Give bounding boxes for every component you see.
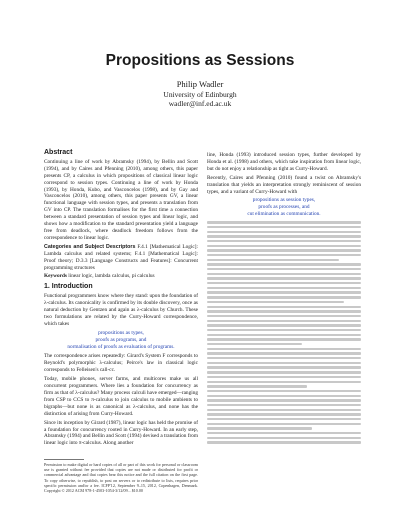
paper-title: Propositions as Sessions (105, 52, 295, 69)
placeholder-text-line (207, 366, 361, 368)
placeholder-text-line (207, 376, 361, 378)
intro-heading: 1. Introduction (44, 283, 93, 291)
placeholder-text-line (207, 310, 361, 312)
placeholder-text-line (207, 395, 361, 397)
right-list (207, 197, 361, 218)
abstract-text: Continuing a line of work by Abramsky (1994), by Bellin and Scott (1994), and by Caires and Pfenning (2010), among others, this paper presents CP, a calculus in which propositions of classical linear logic correspond to session types. Continuing a line of work by Honda (1993), by Honda, Kubo, and Vasconcelos (1998), and by Gay and Vasconcelos (2010), among others, this paper presents GV, a linear functional language with session types, and presents a translation from GV into CP. The translation formalises for the first time a connection between a standard presentation of session types and linear logic, and shows how a modification to the standard presentation yield a language free from deadlock, where deadlock freedom follows from the correspondence to linear logic. (44, 158, 198, 241)
body-text-placeholder (207, 221, 361, 444)
placeholder-text-line (207, 235, 361, 237)
placeholder-text-line (207, 291, 361, 293)
placeholder-text-line (207, 226, 361, 228)
placeholder-text-line (207, 249, 361, 251)
placeholder-text-line (207, 301, 344, 303)
categories-label: Categories and Subject Descriptors (44, 243, 136, 250)
keywords-text: linear logic, lambda calculus, pi calculus (68, 273, 155, 280)
placeholder-text-line (207, 268, 361, 270)
placeholder-text-line (207, 231, 361, 233)
placeholder-text-line (207, 263, 361, 265)
intro-list (44, 330, 198, 351)
footnote-rule (44, 459, 84, 460)
placeholder-text-line (207, 240, 361, 242)
placeholder-text-line (207, 320, 361, 322)
placeholder-text-line (207, 371, 361, 373)
placeholder-text-line (207, 282, 361, 284)
placeholder-text-line (207, 352, 361, 354)
author-block (0, 80, 400, 109)
author-name: Philip Wadler (176, 79, 224, 89)
copyright-footnote: Permission to make digital or hard copies of all or part of this work for personal or classroom use is granted without fee provided that copies are not made or distributed for profit or commercial advantage and that copies bear this notice and the full citation on the first page. To copy otherwise, to republish, to post on servers or to redistribute to lists, requires prior specific permission and/or a fee. ICFP'12, September 9–15, 2012, Copenhagen, Denmark. Copyright © 2012 ACM 978-1-4503-1054-3/12/09... $10.00 (44, 462, 198, 494)
placeholder-text-line (207, 357, 361, 359)
placeholder-text-line (207, 381, 361, 383)
intro-paragraph-1: Functional programmers know where they stand: upon the foundation of λ-calculus. Its canonicality is confirmed by its double discovery, once as natural deduction by Gentzen and again as λ-calculus by Church. These two formulations are related by the Curry-Howard correspondence, which takes (44, 293, 198, 327)
author-affiliation: University of Edinburgh (163, 89, 237, 99)
placeholder-text-line (207, 306, 361, 308)
placeholder-text-line (207, 287, 361, 289)
placeholder-text-line (207, 221, 361, 223)
intro-list-item: normalisation of proofs as evaluation of programs. (67, 343, 175, 350)
intro-list-item: propositions as types, (98, 329, 144, 336)
placeholder-text-line (207, 315, 361, 317)
right-list-item: propositions as session types, (252, 197, 316, 204)
placeholder-text-line (207, 385, 307, 387)
placeholder-text-line (207, 362, 361, 364)
right-paragraph-2: Recently, Caires and Pfenning (2010) found a twist on Abramsky's translation that yields an interpretation strongly reminiscent of session types, and a variant of Curry-Howard with (207, 174, 361, 195)
right-list-item: proofs as processes, and (258, 204, 310, 211)
placeholder-text-line (207, 334, 361, 336)
right-paragraph-1: line, Honda (1993) introduced session types, further developed by Honda et al. (1998) and others, which take inspiration from linear logic, but do not enjoy a relationship as tight as Curry-Howard. (207, 152, 361, 172)
placeholder-text-line (207, 277, 361, 279)
placeholder-text-line (207, 437, 361, 439)
left-column (44, 150, 198, 449)
placeholder-text-line (207, 329, 361, 331)
placeholder-text-line (207, 390, 361, 392)
categories-text: F.4.1 [Mathematical Logic]: Lambda calculus and related systems; F.4.1 [Mathematical Logic]: Proof theory; D.3.3 [Language Constructs and Features]: Concurrent programming structures (44, 243, 199, 271)
placeholder-text-line (207, 245, 361, 247)
intro-paragraph-3: Today, mobile phones, server farms, and multicores make us all concurrent programmers. Where lies a foundation for concurrency as firm as that of λ-calculus? Many process calculi have emerged—ranging from CSP to CCS to π-calculus to join calculus to mobile ambients to bigraphs—but none is as canonical as λ-calculus, and none has the distinction of arising from Curry-Howard. (44, 376, 198, 417)
categories (44, 244, 198, 272)
placeholder-text-line (207, 432, 361, 434)
placeholder-text-line (207, 254, 361, 256)
right-list-item: cut elimination as communication. (247, 211, 321, 218)
right-column (207, 152, 361, 446)
author-email: wadler@inf.ed.ac.uk (168, 99, 232, 108)
intro-list-item: proofs as programs, and (95, 336, 147, 343)
placeholder-text-line (207, 413, 361, 415)
placeholder-text-line (207, 441, 361, 443)
placeholder-text-line (207, 324, 361, 326)
placeholder-text-line (207, 343, 302, 345)
placeholder-text-line (207, 296, 361, 298)
placeholder-text-line (207, 338, 361, 340)
abstract-heading: Abstract (44, 149, 73, 156)
placeholder-text-line (207, 259, 339, 261)
placeholder-text-line (207, 409, 361, 411)
placeholder-text-line (207, 399, 361, 401)
placeholder-text-line (207, 423, 361, 425)
intro-paragraph-4: Since its inception by Girard (1987), linear logic has held the promise of a foundation for concurrency rooted in Curry-Howard. In an early step, Abramsky (1994) and Bellin and Scott (1994) devised a translation from linear logic into π-calculus. Along another (44, 419, 198, 447)
placeholder-text-line (207, 418, 361, 420)
placeholder-text-line (207, 273, 361, 275)
keywords-label: Keywords (44, 273, 67, 280)
placeholder-text-line (207, 404, 361, 406)
keywords (44, 273, 198, 280)
placeholder-text-line (207, 427, 312, 429)
placeholder-text-line (207, 348, 361, 350)
intro-paragraph-2: The correspondence arises repeatedly: Girard's System F corresponds to Reynold's polymorphic λ-calculus; Peirce's law in classical logic corresponds to Felleisen's call-cc. (44, 353, 198, 374)
